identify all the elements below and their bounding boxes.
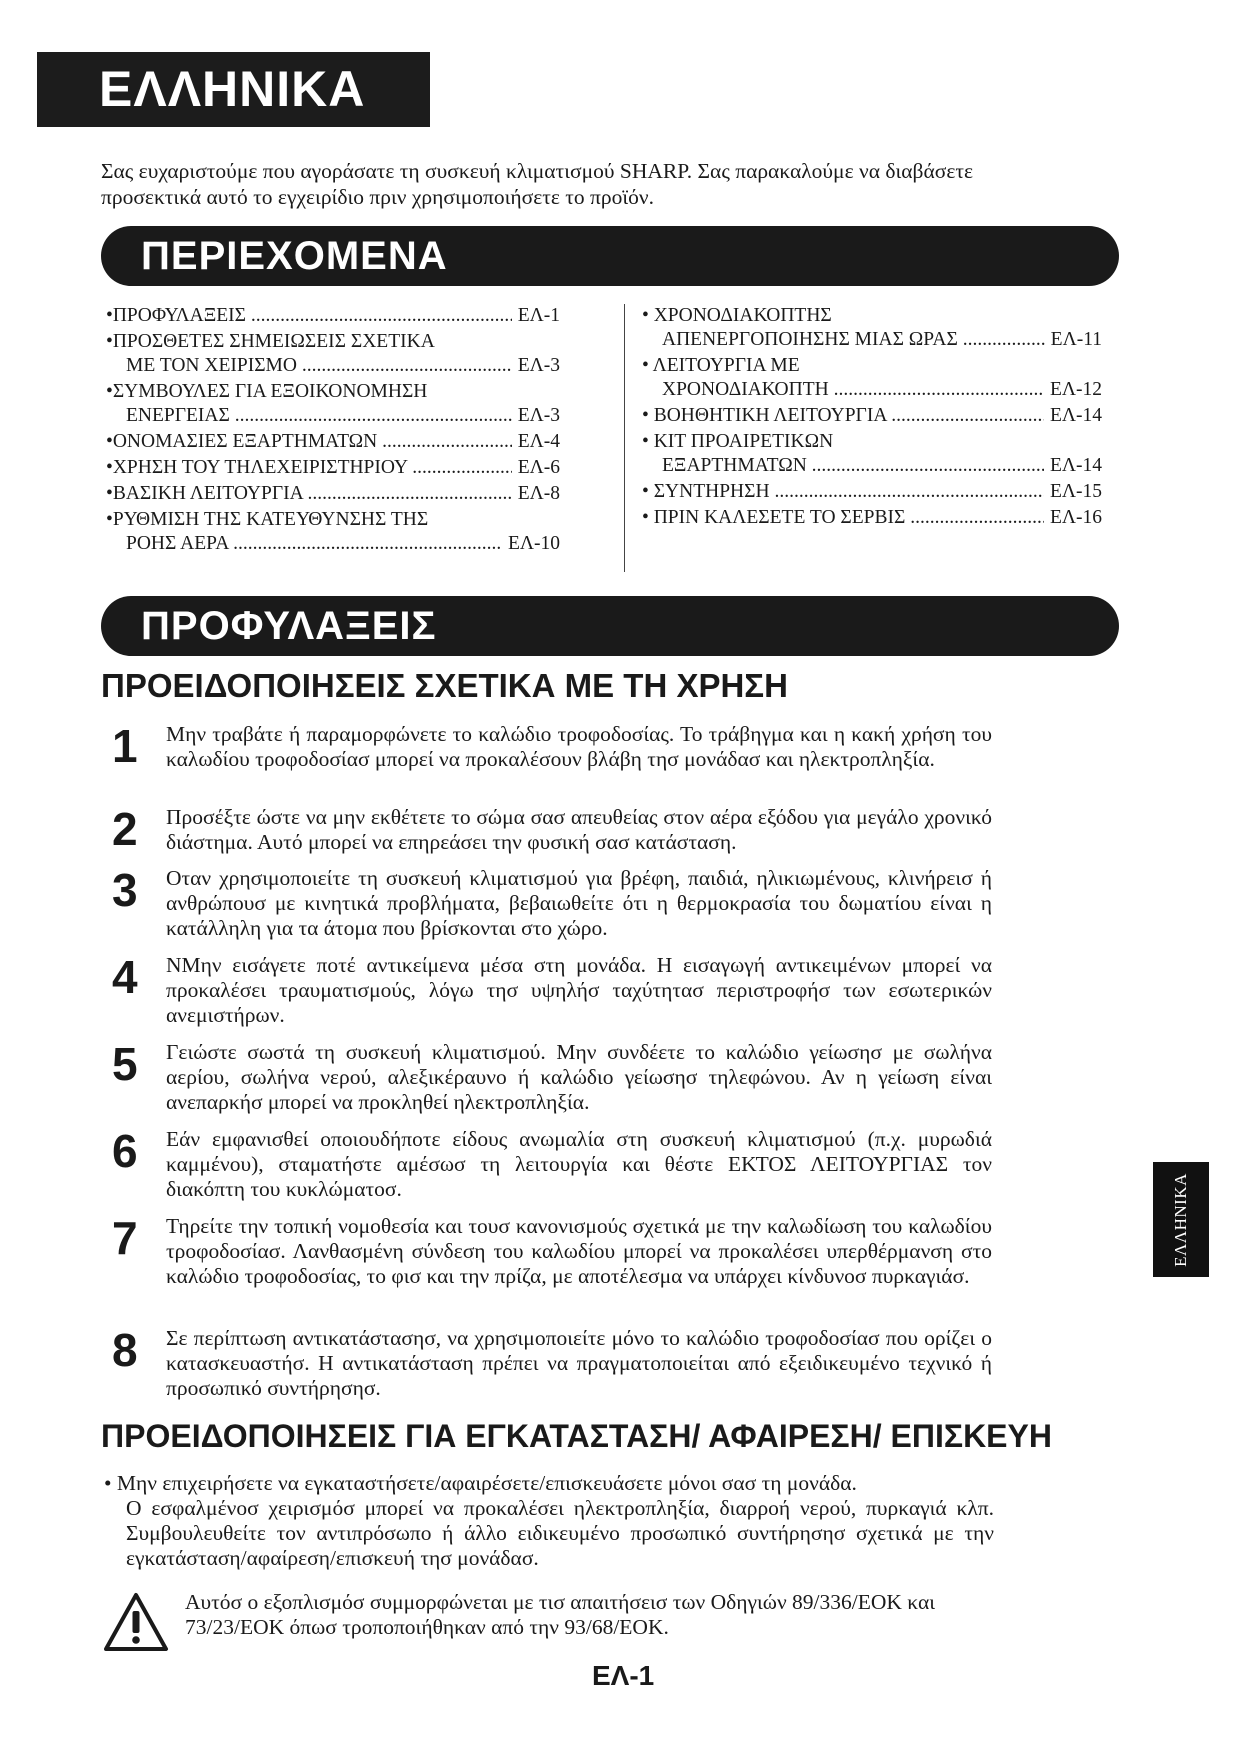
toc-line — [106, 430, 560, 454]
installation-warning-text — [104, 1471, 994, 1571]
toc-entry-title: • ΠΡΙΝ ΚΑΛΕΣΕΤΕ ΤΟ ΣΕΡΒΙΣ ..... — [642, 506, 1044, 530]
toc-entry — [642, 304, 1102, 352]
item-number: 1 — [112, 720, 138, 772]
compliance-note: Αυτόσ ο εξοπλισμόσ συμμορφώνεται με τισ απαιτήσεισ των Οδηγιών 89/336/ΕΟΚ και 73/23/ΕΟΚ όπωσ τροποποιήθηκαν από την 93/68/ΕΟΚ. — [185, 1590, 936, 1639]
toc-entry — [642, 354, 1102, 402]
precautions-title-bar: ΠΡΟΦΥΛΑΞΕΙΣ — [101, 596, 1119, 656]
toc-line — [642, 430, 1102, 454]
toc-entry — [106, 508, 560, 556]
toc-line — [106, 354, 560, 378]
toc-entry-title: •ΠΡΟΣΘΕΤΕΣ ΣΗΜΕΙΩΣΕΙΣ ΣΧΕΤΙΚΑ — [106, 331, 435, 352]
item-text: Τηρείτε την τοπική νομοθεσία και τουσ κανονισμούς σχετικά με την καλωδίωση του καλωδίου τροφοδοσίασ. Λανθασμένη σύνδεση του καλωδίου μπορεί να προκαλέσει υπερθέρμανση στο καλώδιο τροφοδοσίας, το φισ και την πρίζα, με αποτέλεσμα να υπάρχει κίνδυνοσ πυρκαγιάσ. — [166, 1214, 992, 1288]
toc-entry-title: ΜΕ ΤΟΝ ΧΕΙΡΙΣΜΟ ..... — [126, 354, 512, 378]
toc-line — [642, 404, 1102, 428]
toc-page-number: ΕΛ-6 — [517, 457, 560, 478]
toc-page-number: ΕΛ-10 — [507, 533, 560, 554]
warning-triangle-icon — [103, 1592, 169, 1652]
item-number: 4 — [112, 951, 138, 1003]
item-number: 2 — [112, 803, 138, 855]
item-number: 5 — [112, 1038, 138, 1090]
installation-warnings-heading: ΠΡΟΕΙΔΟΠΟΙΗΣΕΙΣ ΓΙΑ ΕΓΚΑΤΑΣΤΑΣΗ/ ΑΦΑΙΡΕΣΗ/ ΕΠΙΣΚΕΥΗ — [101, 1418, 1052, 1454]
toc-line — [642, 480, 1102, 504]
item-text: Γειώστε σωστά τη συσκευή κλιματισμού. Μην συνδέετε το καλώδιο γείωσησ με σωλήνα αερίου, σωλήνα νερού, αλεξικέραυνο ή καλώδιο γείωσησ τηλεφώνου. Αν η γείωση είναι ανεπαρκήσ μπορεί να προκληθεί ηλεκτροπληξία. — [166, 1040, 992, 1114]
toc-line — [642, 304, 1102, 328]
language-side-tab — [1153, 1162, 1209, 1277]
toc-line — [642, 378, 1102, 402]
item-text: Οταν χρησιμοποιείτε τη συσκευή κλιματισμού για βρέφη, παιδιά, ηλικιωμένους, κλινήρεισ ή ανθρώπουσ με κινητικά προβλήματα, βεβαιωθείτε ότι η θερμοκρασία του δωματίου είναι η κατάλληλη για τα άτομα που βρίσκονται στο χώρο. — [166, 866, 992, 940]
toc-entry — [106, 482, 560, 506]
language-banner: ΕΛΛΗΝΙΚΑ — [37, 52, 430, 127]
toc-line — [106, 404, 560, 428]
item-number: 6 — [112, 1125, 138, 1177]
toc-entry-title: •ΟΝΟΜΑΣΙΕΣ ΕΞΑΡΤΗΜΑΤΩΝ ..... — [106, 430, 512, 454]
toc-page-number: ΕΛ-14 — [1049, 455, 1102, 476]
toc-line — [106, 482, 560, 506]
toc-entry-title: ΕΞΑΡΤΗΜΑΤΩΝ ..... — [662, 454, 1044, 478]
toc-line — [642, 506, 1102, 530]
toc-entry-title: ΑΠΕΝΕΡΓΟΠΟΙΗΣΗΣ ΜΙΑΣ ΩΡΑΣ ..... — [662, 328, 1045, 352]
toc-line — [106, 380, 560, 404]
toc-page-number: ΕΛ-11 — [1050, 329, 1102, 350]
page-number: ΕΛ-1 — [592, 1660, 655, 1691]
toc-line — [106, 508, 560, 532]
toc-divider — [624, 304, 625, 572]
toc-page-number: ΕΛ-15 — [1049, 481, 1102, 502]
toc-entry — [642, 430, 1102, 478]
toc-entry-title: • ΚΙΤ ΠΡΟΑΙΡΕΤΙΚΩΝ — [642, 431, 834, 452]
toc-page-number: ΕΛ-16 — [1049, 507, 1102, 528]
toc-entry-title: ΕΝΕΡΓΕΙΑΣ ..... — [126, 404, 512, 428]
toc-right-column — [642, 304, 1102, 532]
item-text: Προσέξτε ώστε να μην εκθέτετε το σώμα σασ απευθείας στον αέρα εξόδου για μεγάλο χρονικό διάστημα. Αυτό μπορεί να επηρεάσει την φυσική σασ κατάσταση. — [166, 805, 992, 854]
toc-entry-title: •ΒΑΣΙΚΗ ΛΕΙΤΟΥΡΓΙΑ ..... — [106, 482, 512, 506]
toc-left-column — [106, 304, 560, 558]
toc-entry-title: ΧΡΟΝΟΔΙΑΚΟΠΤΗ ..... — [662, 378, 1044, 402]
toc-entry — [106, 304, 560, 328]
toc-entry-title: • ΒΟΗΘΗΤΙΚΗ ΛΕΙΤΟΥΡΓΙΑ ..... — [642, 404, 1044, 428]
installation-bullet-continuation: Ο εσφαλμένοσ χειρισμόσ μπορεί να προκαλέσει ηλεκτροπληξία, διαρροή νερού, πυρκαγιά κλπ. Συμβουλευθείτε τον αντιπρόσωπο ή άλλο ειδικευμένο προσωπικό συντήρησησ σχετικά με την εγκατάσταση/αφαίρεση/επισκευή τησ μονάδασ. — [126, 1496, 994, 1570]
toc-entry — [642, 404, 1102, 428]
toc-line — [642, 454, 1102, 478]
toc-entry-title: •ΣΥΜΒΟΥΛΕΣ ΓΙΑ ΕΞΟΙΚΟΝΟΜΗΣΗ — [106, 381, 428, 402]
toc-entry — [106, 456, 560, 480]
toc-entry — [642, 480, 1102, 504]
toc-page-number: ΕΛ-4 — [517, 431, 560, 452]
usage-warnings-heading: ΠΡΟΕΙΔΟΠΟΙΗΣΕΙΣ ΣΧΕΤΙΚΑ ΜΕ ΤΗ ΧΡΗΣΗ — [101, 667, 788, 704]
toc-page-number: ΕΛ-12 — [1049, 379, 1102, 400]
toc-line — [642, 354, 1102, 378]
toc-entry — [642, 506, 1102, 530]
toc-page-number: ΕΛ-8 — [517, 483, 560, 504]
item-text: Εάν εμφανισθεί οποιουδήποτε είδους ανωμαλία στη συσκευή κλιματισμού (π.χ. μυρωδιά καμμένου), σταματήστε αμέσωσ τη λειτουργία και θέστε ΕΚΤΟΣ ΛΕΙΤΟΥΡΓΙΑΣ τον διακόπτη του κυκλώματοσ. — [166, 1127, 992, 1201]
toc-entry-title: •ΠΡΟΦΥΛΑΞΕΙΣ ..... — [106, 304, 512, 328]
toc-entry-title: •ΡΥΘΜΙΣΗ ΤΗΣ ΚΑΤΕΥΘΥΝΣΗΣ ΤΗΣ — [106, 509, 429, 530]
item-number: 8 — [112, 1324, 138, 1376]
toc-line — [642, 328, 1102, 352]
installation-bullet-first-line: • Μην επιχειρήσετε να εγκαταστήσετε/αφαιρέσετε/επισκευάσετε μόνοι σασ τη μονάδα. — [104, 1471, 857, 1495]
toc-page-number: ΕΛ-14 — [1049, 405, 1102, 426]
toc-page-number: ΕΛ-3 — [517, 405, 560, 426]
intro-text: Σας ευχαριστούμε που αγοράσατε τη συσκευή κλιματισμού SHARP. Σας παρακαλούμε να διαβάσετε προσεκτικά αυτό το εγχειρίδιο πριν χρησιμοποιήσετε το προϊόν. — [101, 159, 974, 209]
toc-entry-title: ΡΟΗΣ ΑΕΡΑ ..... — [126, 532, 502, 556]
toc-entry — [106, 380, 560, 428]
toc-page-number: ΕΛ-1 — [517, 305, 560, 326]
item-text: Σε περίπτωση αντικατάστασησ, να χρησιμοποιείτε μόνο το καλώδιο τροφοδοσίασ που ορίζει ο κατασκευαστήσ. Η αντικατάσταση πρέπει να πραγματοποιείται από εξειδικευμένο τεχνικό ή προσωπικό συντήρησησ. — [166, 1326, 992, 1400]
side-tab-label: ΕΛΛΗΝΙΚΑ — [1171, 1172, 1190, 1267]
toc-entry — [106, 330, 560, 378]
toc-page-number: ΕΛ-3 — [517, 355, 560, 376]
toc-entry-title: • ΛΕΙΤΟΥΡΓΙΑ ΜΕ — [642, 355, 800, 376]
toc-entry-title: •ΧΡΗΣΗ ΤΟΥ ΤΗΛΕΧΕΙΡΙΣΤΗΡΙΟΥ ..... — [106, 456, 512, 480]
toc-line — [106, 456, 560, 480]
toc-line — [106, 330, 560, 354]
item-number: 7 — [112, 1212, 138, 1264]
toc-entry-title: • ΧΡΟΝΟΔΙΑΚΟΠΤΗΣ — [642, 305, 832, 326]
item-number: 3 — [112, 864, 138, 916]
item-text: Μην τραβάτε ή παραμορφώνετε το καλώδιο τροφοδοσίας. Το τράβηγμα και η κακή χρήση του καλωδίου τροφοδοσίασ μπορεί να προκαλέσουν βλάβη τησ μονάδασ και ηλεκτροπληξία. — [166, 722, 992, 771]
contents-title-bar: ΠΕΡΙΕΧΟΜΕΝΑ — [101, 226, 1119, 286]
toc-entry-title: • ΣΥΝΤΗΡΗΣΗ ..... — [642, 480, 1044, 504]
toc-line — [106, 532, 560, 556]
toc-line — [106, 304, 560, 328]
item-text: ΝΜην εισάγετε ποτέ αντικείμενα μέσα στη μονάδα. Η εισαγωγή αντικειμένων μπορεί να προκαλέσει τραυματισμούς, λόγω τησ υψηλήσ ταχύτητασ περιστροφήσ των εσωτερικών ανεμιστήρων. — [166, 953, 992, 1027]
toc-entry — [106, 430, 560, 454]
